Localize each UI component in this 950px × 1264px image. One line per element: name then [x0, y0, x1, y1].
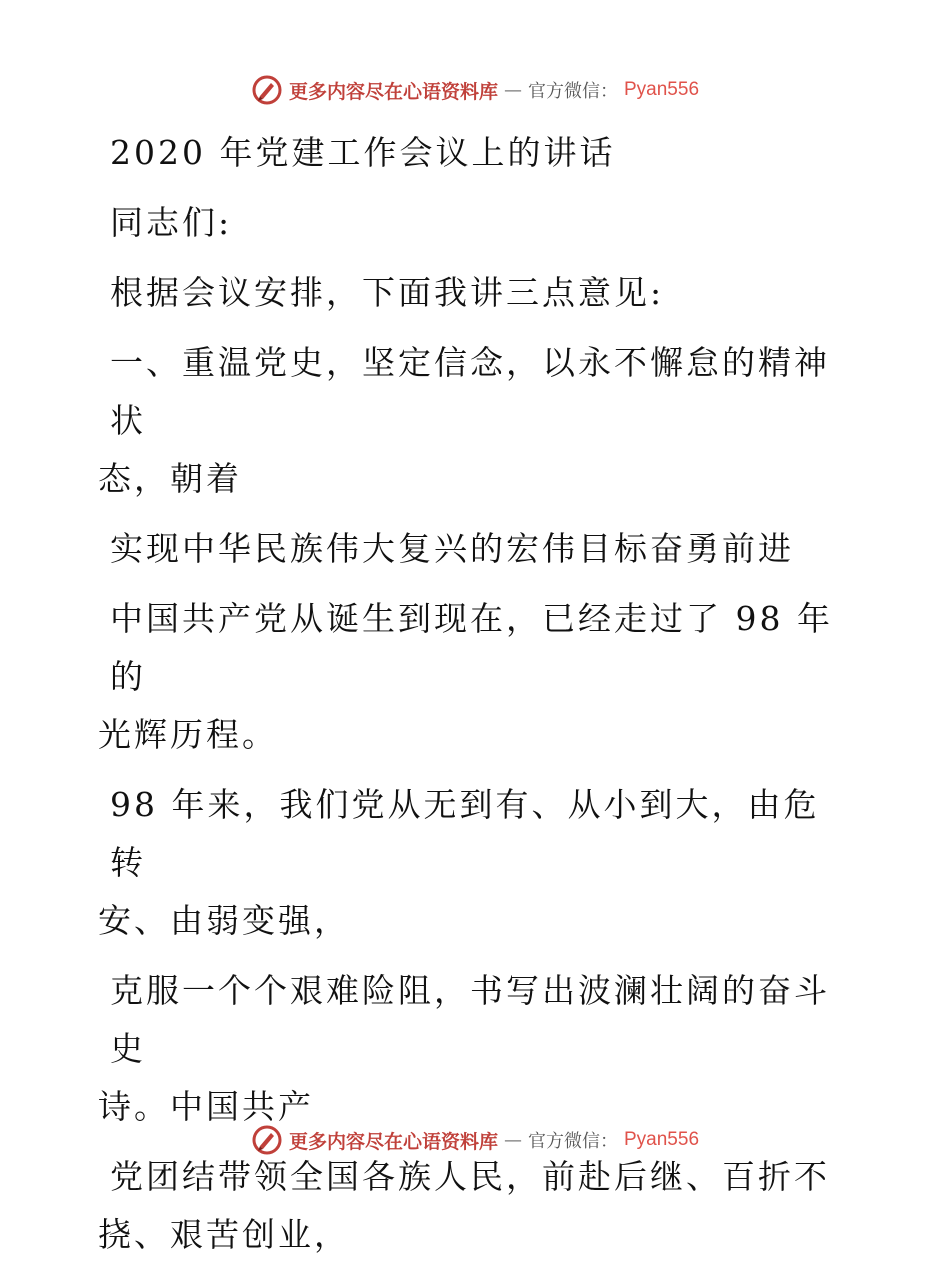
watermark-dash: —: [504, 1129, 522, 1151]
watermark-main-text: 更多内容尽在心语资料库: [288, 80, 498, 103]
document-title: [98, 124, 838, 182]
watermark-wechat-label: 官方微信：: [528, 1131, 618, 1152]
watermark-dash: —: [504, 79, 522, 101]
pen-logo-icon: [251, 1124, 283, 1156]
paragraph-line: 一、重温党史，坚定信念，以永不懈怠的精神状: [110, 343, 830, 440]
paragraph-line: 克服一个个艰难险阻，书写出波澜壮阔的奋斗史: [110, 971, 830, 1068]
paragraph-line: 光辉历程。: [98, 715, 278, 754]
paragraph-line: 挠、艰苦创业，: [98, 1215, 350, 1254]
paragraph-line: 中国共产党从诞生到现在，已经走过了 98 年的: [110, 599, 833, 696]
salutation: [98, 194, 838, 252]
section-heading: [98, 334, 838, 508]
paragraph-line: 同志们:: [110, 203, 233, 242]
paragraph-line: 诗。中国共产: [98, 1087, 314, 1126]
paragraph-line: 党团结带领全国各族人民，前赴后继、百折不: [110, 1157, 830, 1196]
paragraph-line: 态，朝着: [98, 459, 242, 498]
watermark-wechat-label: 官方微信：: [528, 81, 618, 102]
paragraph-line: 98 年来，我们党从无到有、从小到大，由危转: [110, 785, 820, 882]
paragraph: [98, 590, 838, 764]
pen-logo-icon: [251, 74, 283, 106]
paragraph: [98, 962, 838, 1136]
paragraph-line: 根据会议安排，下面我讲三点意见:: [110, 273, 665, 312]
paragraph: [98, 1148, 838, 1264]
paragraph: [98, 264, 838, 322]
paragraph-line: 实现中华民族伟大复兴的宏伟目标奋勇前进: [110, 529, 794, 568]
document-body: [98, 124, 838, 1264]
watermark-wechat-id: Pyan556: [624, 79, 700, 100]
watermark-banner-bottom: [0, 1120, 950, 1160]
paragraph: [98, 520, 838, 578]
paragraph-line: 2020 年党建工作会议上的讲话: [110, 133, 616, 172]
watermark-main-text: 更多内容尽在心语资料库: [288, 1130, 498, 1153]
paragraph-line: 安、由弱变强，: [98, 901, 350, 940]
watermark-wechat-id: Pyan556: [624, 1129, 700, 1150]
watermark-banner-top: [0, 70, 950, 110]
paragraph: [98, 776, 838, 950]
